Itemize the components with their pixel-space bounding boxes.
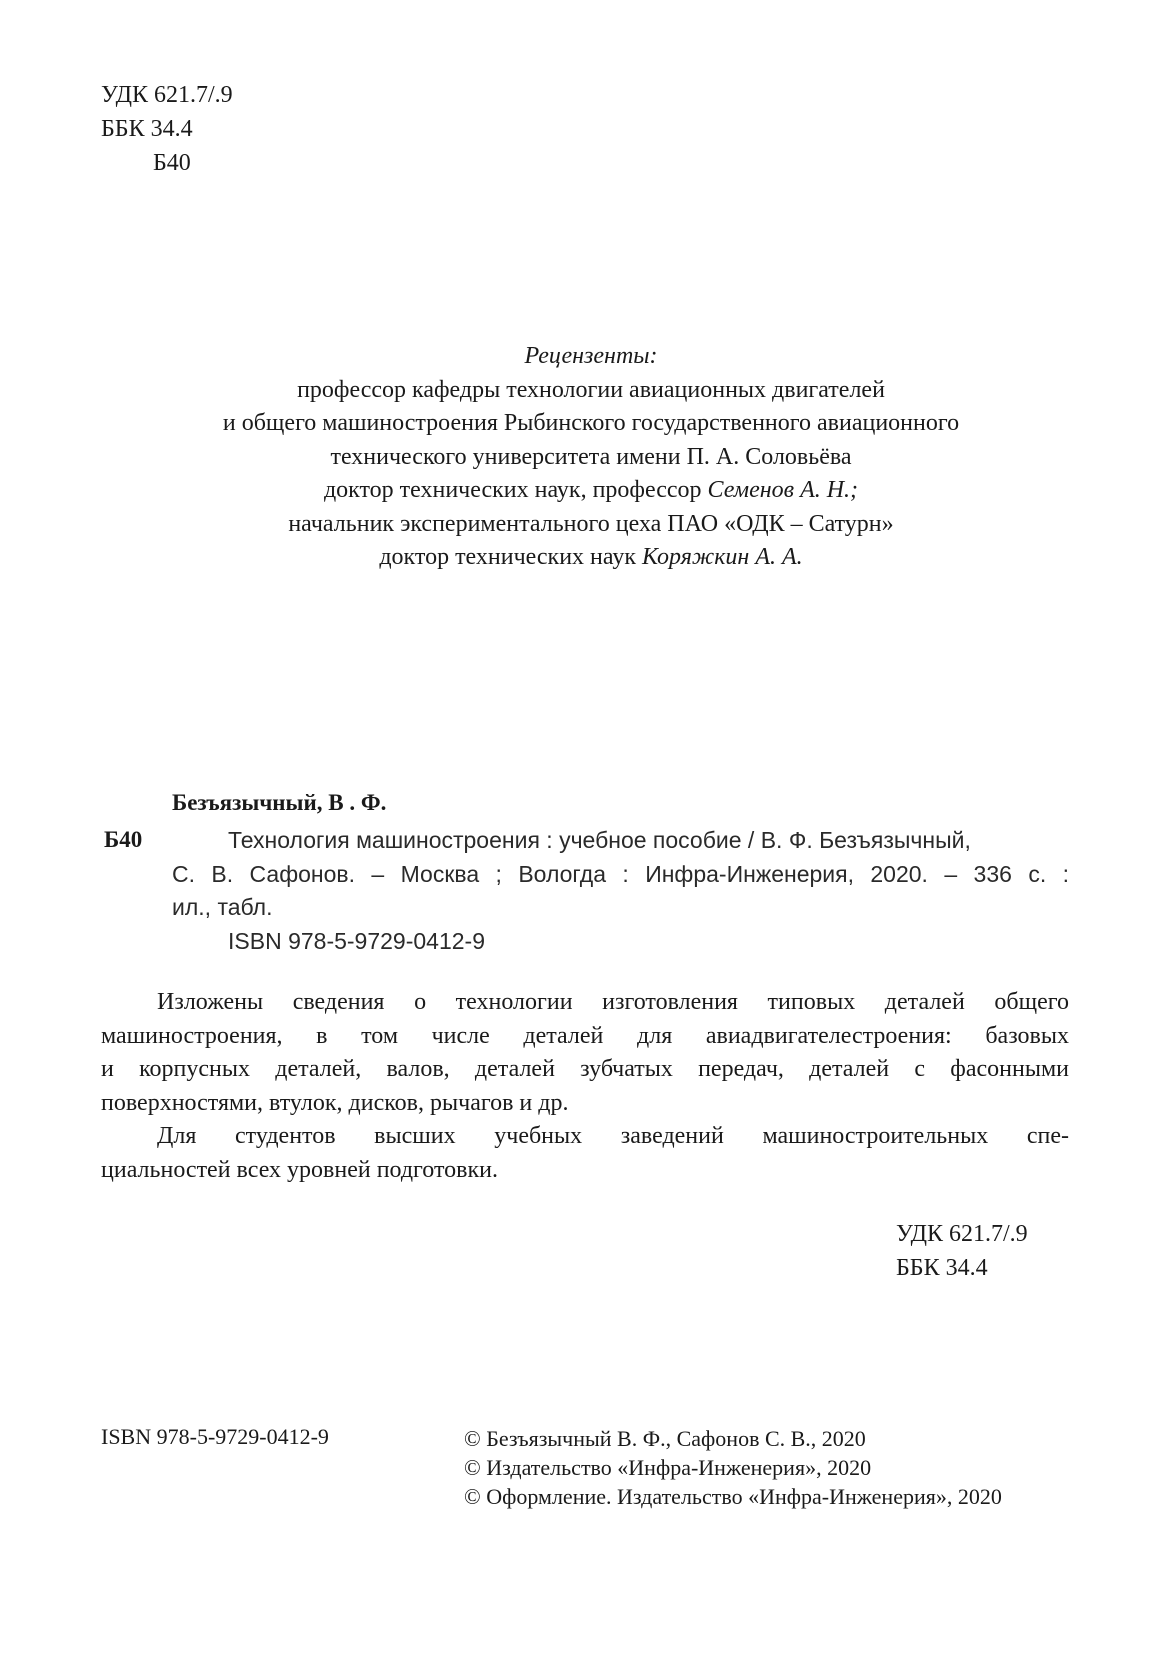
copyright-line: © Оформление. Издательство «Инфра-Инженерия», 2020 xyxy=(464,1484,1002,1509)
abstract-line: и корпусных деталей, валов, деталей зубчатых передач, деталей с фасонными xyxy=(101,1056,1069,1082)
biblio-line-2: С. В. Сафонов. – Москва ; Вологда : Инфра-Инженерия, 2020. – 336 с. : xyxy=(172,860,1069,887)
reviewers-block xyxy=(90,340,1092,575)
abstract-line: циальностей всех уровней подготовки. xyxy=(101,1156,498,1183)
reviewers-line: технического университета имени П. А. Соловьёва xyxy=(330,443,852,470)
biblio-line-1: Технология машиностроения : учебное пособие / В. Ф. Безъязычный, xyxy=(228,827,971,853)
bibliographic-code: Б40 xyxy=(104,827,143,852)
footer-isbn: ISBN 978-5-9729-0412-9 xyxy=(101,1424,329,1449)
copyright-line: © Издательство «Инфра-Инженерия», 2020 xyxy=(464,1455,872,1480)
abstract-line: поверхностями, втулок, дисков, рычагов и др. xyxy=(101,1089,569,1116)
reviewer-2-name: Коряжкин А. А. xyxy=(642,544,803,570)
biblio-line-3: ил., табл. xyxy=(172,894,273,920)
copyright-line: © Безъязычный В. Ф., Сафонов С. В., 2020 xyxy=(464,1426,866,1451)
reviewers-line: начальник экспериментального цеха ПАО «ОДК – Сатурн» xyxy=(288,510,894,537)
bottom-udk-code: УДК 621.7/.9 xyxy=(896,1221,1028,1247)
reviewer-1-prefix: доктор технических наук, профессор xyxy=(323,477,702,503)
bottom-bbk-code: ББК 34.4 xyxy=(896,1254,988,1281)
reviewer-2-prefix: доктор технических наук xyxy=(379,544,636,570)
biblio-isbn: ISBN 978-5-9729-0412-9 xyxy=(228,927,485,954)
reviewers-title: Рецензенты: xyxy=(524,343,658,369)
reviewers-line: профессор кафедры технологии авиационных двигателей xyxy=(297,376,885,403)
abstract-line: Изложены сведения о технологии изготовления типовых деталей общего xyxy=(157,989,1069,1015)
author-heading: Безъязычный, В . Ф. xyxy=(172,790,387,815)
reviewer-2 xyxy=(90,541,1092,575)
abstract xyxy=(101,986,1069,1187)
author-sign: Б40 xyxy=(153,150,191,176)
bbk-code: ББК 34.4 xyxy=(101,116,193,142)
copyright-block xyxy=(464,1424,1002,1511)
abstract-line: машиностроения, в том числе деталей для авиадвигателестроения: базовых xyxy=(101,1022,1069,1049)
abstract-line: Для студентов высших учебных заведений машиностроительных спе- xyxy=(157,1123,1069,1149)
udk-code: УДК 621.7/.9 xyxy=(101,82,233,108)
bottom-classification-codes xyxy=(896,1218,1028,1285)
bibliographic-record xyxy=(172,824,1069,958)
reviewer-1 xyxy=(90,474,1092,508)
reviewers-line: и общего машиностроения Рыбинского государственного авиационного xyxy=(222,410,960,436)
reviewer-1-name: Семенов А. Н.; xyxy=(707,477,859,503)
top-classification-codes xyxy=(101,78,233,180)
